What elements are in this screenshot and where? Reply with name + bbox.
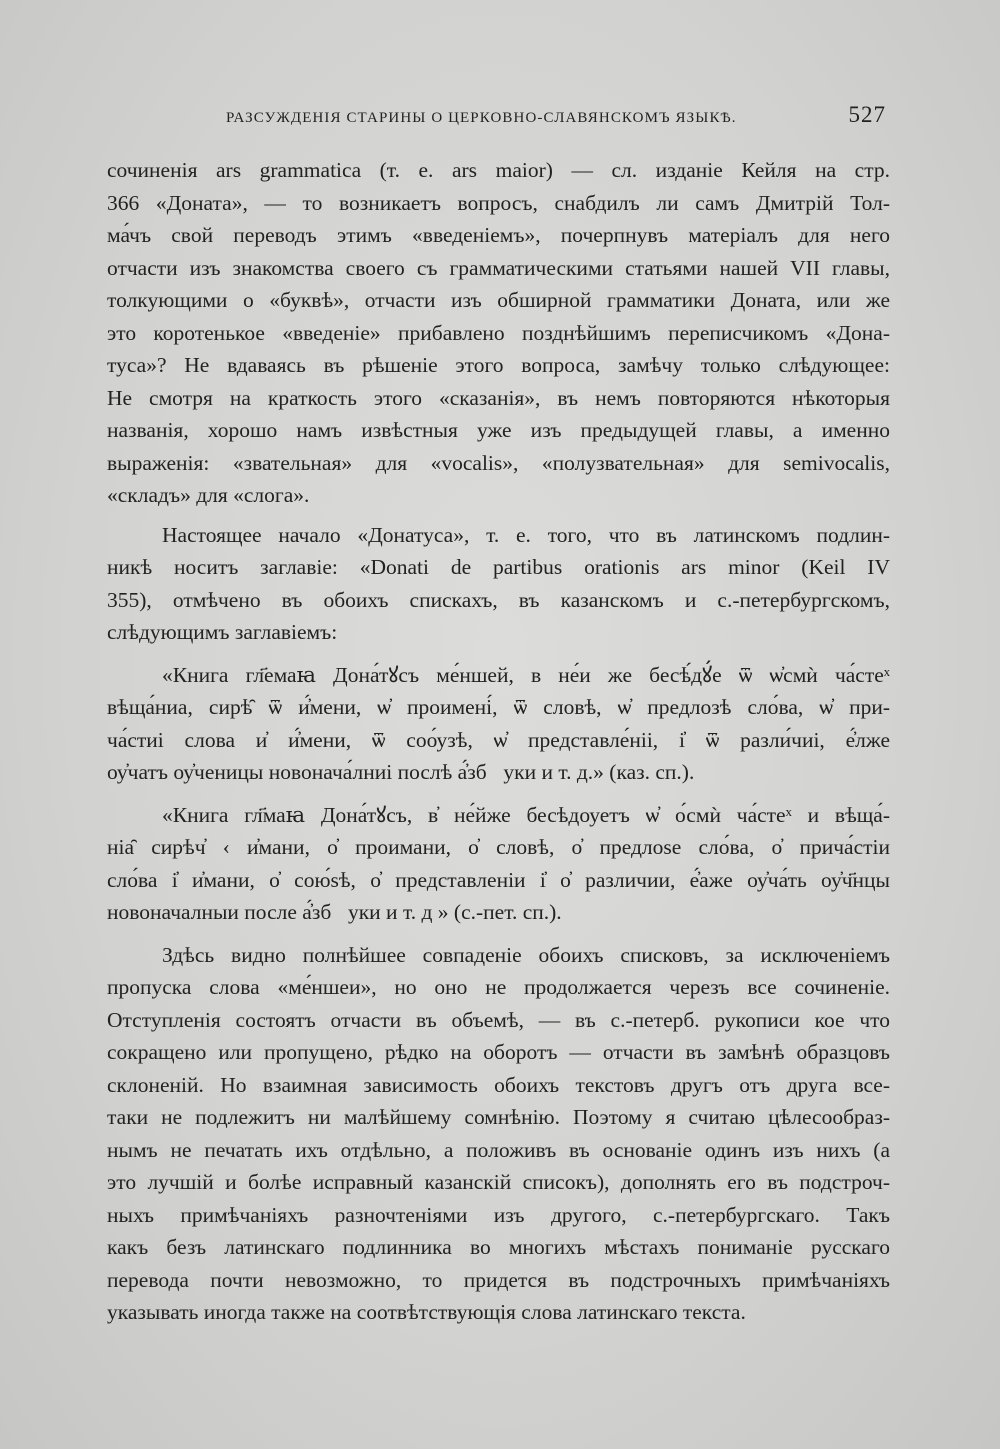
text-line: туса»? Не вдаваясь въ рѣшеніе этого вопроса, замѣчу только слѣдующее: (107, 353, 890, 377)
text-line: ча́стиі слова и҆ и҆́мени, ѿ соо́узѣ, ѡ҆ представле́ніі, і҆ ѿ разли́чиі, е҆́лже (107, 727, 890, 752)
text-line: Настоящее начало «Донатуса», т. е. того, что въ латинскомъ подлин- (162, 522, 890, 547)
text-line: указывать иногда также на соотвѣтствующія слова латинскаго текста. (107, 1300, 746, 1324)
text-line: сочиненія ars grammatica (т. е. ars maior) — сл. изданіе Кейля на стр. (107, 158, 890, 182)
text-line: «Книга гл҃емаꙗ Дона́тꙋсъ ме́ншей, в не́и же бесѣ́дꙋ́е ѿ ѡ҆смѝ ча́стеˣ (162, 662, 890, 687)
text-line: пропуска слова «ме́ншеи», но оно не продолжается черезъ все сочиненіе. (107, 975, 890, 999)
text-line: перевода почти невозможно, то придется въ подстрочныхъ примѣчаніяхъ (107, 1267, 890, 1292)
text-line: сло́ва і҆ и҆мани, о҆ сою́ѕѣ, о҆ представленіи і҆ о҆ различии, е҆́аже оу҆ча́ть оу҆ч҃нцы (107, 867, 890, 892)
text-line: никѣ носитъ заглавіе: «Donati de partibus orationis ars minor (Keil IV (107, 555, 890, 579)
text-line: ныхъ примѣчаніяхъ разночтеніями изъ другого, с.-петербургскаго. Такъ (107, 1202, 890, 1227)
text-line: «складъ» для «слога». (107, 483, 310, 507)
quote-kazan-copy (107, 659, 890, 789)
text-line: Отступленія состоятъ отчасти въ объемѣ, — въ с.-петерб. рукописи кое что (107, 1007, 890, 1032)
page-number: 527 (848, 102, 886, 127)
text-line: слѣдующимъ заглавіемъ: (107, 620, 338, 644)
text-line: это лучшій и болѣе исправный казанскій списокъ), дополнять его въ подстроч- (107, 1170, 890, 1194)
text-line: отчасти изъ знакомства своего съ грамматическими статьями нашей VII главы, (107, 255, 890, 280)
paragraph (107, 939, 890, 1329)
text-line: 366 «Доната», — то возникаетъ вопросъ, снабдилъ ли самъ Дмитрій Тол- (107, 190, 890, 215)
text-line: 355), отмѣчено въ обоихъ спискахъ, въ казанскомъ и с.-петербургскомъ, (107, 587, 890, 612)
page-header (226, 102, 886, 130)
text-line: таки не подлежитъ ни малѣйшему сомнѣнію. Поэтому я считаю цѣлесообраз- (107, 1105, 890, 1129)
text-line: названія, хорошо намъ извѣстныя уже изъ предыдущей главы, а именно (107, 418, 890, 442)
text-line: оу҆чатъ оу҆ченицы новонача́лниі послѣ а҆́зб꙯уки и т. д.» (каз. сп.). (107, 760, 695, 784)
running-head: РАЗСУЖДЕНІЯ СТАРИНЫ О ЦЕРКОВНО-СЛАВЯНСКОМЪ ЯЗЫКѢ. (226, 110, 737, 126)
text-line: склоненій. Но взаимная зависимость обоихъ текстовъ другъ отъ друга все- (107, 1072, 890, 1097)
text-line: нымъ не печатать ихъ отдѣльно, а положивъ въ основаніе одинъ изъ нихъ (а (107, 1137, 890, 1162)
body-text (107, 154, 890, 1329)
text-line: толкующими о «буквѣ», отчасти изъ обширной грамматики Доната, или же (107, 288, 890, 312)
text-line: сокращено или пропущено, рѣдко на оборотъ — отчасти въ замѣнѣ образцовъ (107, 1040, 890, 1064)
text-line: Здѣсь видно полнѣйшее совпаденіе обоихъ списковъ, за исключеніемъ (162, 942, 890, 967)
text-line: какъ безъ латинскаго подлинника во многихъ мѣстахъ пониманіе русскаго (107, 1235, 890, 1259)
text-line: ма́чъ свой переводъ этимъ «введеніемъ», почерпнувъ матеріалъ для него (107, 223, 890, 247)
text-line: вѣща́ниа, сирѣ̑ ѿ и҆́мени, ѡ҆ проимені́, ѿ словѣ, ѡ҆ предлозѣ сло́ва, ѡ҆ при- (107, 695, 890, 719)
text-line: ніа̑ сирѣч҆ ‹ и҆мани, о҆ проимани, о҆ словѣ, о҆ предлоѕе сло́ва, о҆ прича́стіи (107, 835, 890, 859)
paragraph (107, 519, 890, 649)
quote-petersburg-copy (107, 799, 890, 929)
text-line: «Книга гл҃маꙗ Дона́тꙋсъ, в҆ не́йже бесѣдоуетъ ѡ҆ о́смѝ ча́стеˣ и вѣща́- (162, 802, 890, 827)
text-line: это коротенькое «введеніе» прибавлено позднѣйшимъ переписчикомъ «Дона- (107, 320, 890, 345)
paragraph (107, 154, 890, 512)
text-line: выраженія: «звательная» для «vocalis», «полузвательная» для semivocalis, (107, 450, 890, 475)
text-line: новоначалныи после а҆́зб꙯уки и т. д » (с.-пет. сп.). (107, 900, 562, 924)
text-line: Не смотря на краткость этого «сказанія», въ немъ повторяются нѣкоторыя (107, 385, 890, 410)
